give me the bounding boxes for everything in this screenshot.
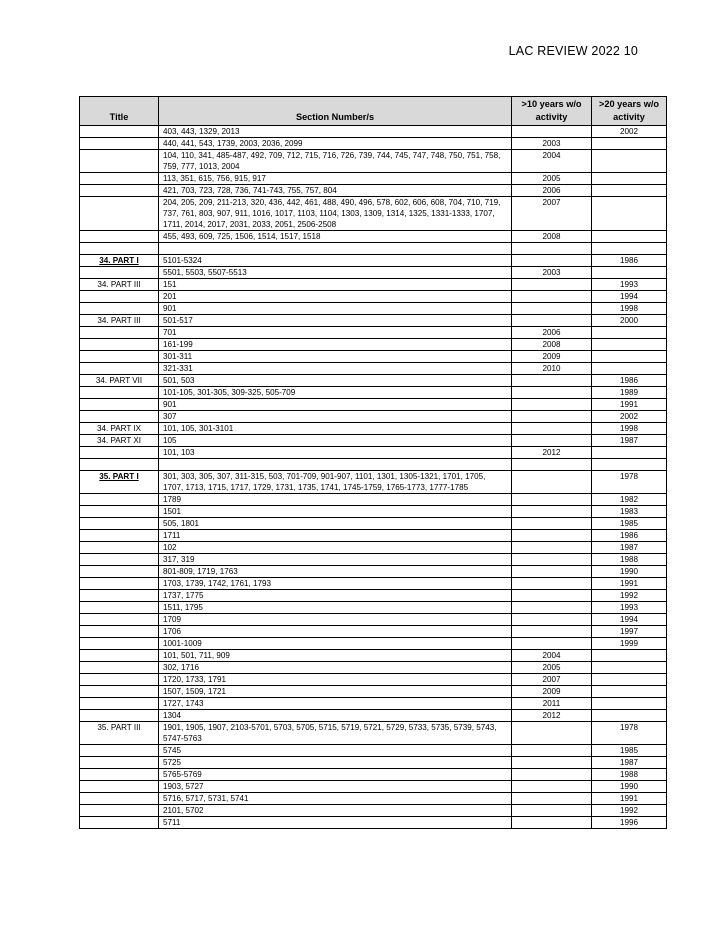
title-cell bbox=[80, 781, 159, 793]
table-row bbox=[80, 554, 667, 566]
title-cell bbox=[80, 805, 159, 817]
ten-year-cell bbox=[512, 303, 592, 315]
title-cell bbox=[80, 150, 159, 173]
title-cell bbox=[80, 387, 159, 399]
title-cell bbox=[80, 363, 159, 375]
ten-year-cell: 2003 bbox=[512, 267, 592, 279]
table-row bbox=[80, 590, 667, 602]
twenty-year-cell: 1991 bbox=[592, 793, 667, 805]
twenty-year-cell bbox=[592, 351, 667, 363]
ten-year-cell: 2003 bbox=[512, 138, 592, 150]
table-row bbox=[80, 506, 667, 518]
sections-cell: 101-105, 301-305, 309-325, 505-709 bbox=[159, 387, 512, 399]
twenty-year-cell: 1990 bbox=[592, 566, 667, 578]
twenty-year-cell: 1994 bbox=[592, 614, 667, 626]
ten-year-cell bbox=[512, 781, 592, 793]
twenty-year-cell: 1988 bbox=[592, 769, 667, 781]
sections-cell: 901 bbox=[159, 399, 512, 411]
sections-cell: 102 bbox=[159, 542, 512, 554]
twenty-year-cell bbox=[592, 339, 667, 351]
sections-cell: 801-809, 1719, 1763 bbox=[159, 566, 512, 578]
twenty-year-cell bbox=[592, 698, 667, 710]
ten-year-cell bbox=[512, 542, 592, 554]
sections-cell: 1511, 1795 bbox=[159, 602, 512, 614]
ten-year-cell bbox=[512, 578, 592, 590]
twenty-year-cell bbox=[592, 267, 667, 279]
title-cell bbox=[80, 255, 159, 267]
title-cell bbox=[80, 399, 159, 411]
ten-year-cell bbox=[512, 745, 592, 757]
title-cell bbox=[80, 542, 159, 554]
sections-cell: 113, 351, 615, 756, 915, 917 bbox=[159, 173, 512, 185]
sections-cell: 101, 501, 711, 909 bbox=[159, 650, 512, 662]
table-row bbox=[80, 399, 667, 411]
table-row bbox=[80, 411, 667, 423]
table-row bbox=[80, 626, 667, 638]
twenty-year-cell bbox=[592, 710, 667, 722]
title-cell bbox=[80, 614, 159, 626]
ten-year-cell bbox=[512, 817, 592, 829]
sections-cell: 501, 503 bbox=[159, 375, 512, 387]
title-cell bbox=[80, 722, 159, 745]
title-cell bbox=[80, 459, 159, 471]
twenty-year-cell bbox=[592, 231, 667, 243]
twenty-year-cell: 1982 bbox=[592, 494, 667, 506]
title-cell bbox=[80, 817, 159, 829]
title-text: 35. PART III bbox=[97, 723, 141, 732]
twenty-year-cell: 1986 bbox=[592, 375, 667, 387]
title-cell bbox=[80, 554, 159, 566]
twenty-year-cell bbox=[592, 150, 667, 173]
sections-cell: 455, 493, 609, 725, 1506, 1514, 1517, 1518 bbox=[159, 231, 512, 243]
ten-year-cell: 2009 bbox=[512, 351, 592, 363]
title-cell bbox=[80, 530, 159, 542]
table-row bbox=[80, 315, 667, 327]
ten-year-cell bbox=[512, 279, 592, 291]
ten-year-cell bbox=[512, 471, 592, 494]
title-text: 34. PART VII bbox=[95, 376, 143, 385]
page-header: LAC REVIEW 2022 10 bbox=[508, 44, 638, 58]
twenty-year-cell: 1992 bbox=[592, 805, 667, 817]
twenty-year-cell: 1983 bbox=[592, 506, 667, 518]
twenty-year-cell bbox=[592, 138, 667, 150]
table-row bbox=[80, 231, 667, 243]
ten-year-cell bbox=[512, 255, 592, 267]
sections-cell: 505, 1801 bbox=[159, 518, 512, 530]
table-row bbox=[80, 674, 667, 686]
sections-cell: 1507, 1509, 1721 bbox=[159, 686, 512, 698]
sections-cell: 2101, 5702 bbox=[159, 805, 512, 817]
ten-year-cell bbox=[512, 638, 592, 650]
ten-year-cell bbox=[512, 602, 592, 614]
table-row bbox=[80, 339, 667, 351]
ten-year-cell bbox=[512, 435, 592, 447]
table-row bbox=[80, 387, 667, 399]
title-cell bbox=[80, 435, 159, 447]
twenty-year-cell: 1986 bbox=[592, 255, 667, 267]
twenty-year-cell: 2002 bbox=[592, 126, 667, 138]
table-row bbox=[80, 375, 667, 387]
table-row bbox=[80, 638, 667, 650]
twenty-year-cell: 1992 bbox=[592, 590, 667, 602]
table-row bbox=[80, 781, 667, 793]
sections-cell: 901 bbox=[159, 303, 512, 315]
sections-cell: 1709 bbox=[159, 614, 512, 626]
title-cell bbox=[80, 327, 159, 339]
sections-cell: 1501 bbox=[159, 506, 512, 518]
twenty-year-cell: 1993 bbox=[592, 602, 667, 614]
ten-year-cell bbox=[512, 518, 592, 530]
title-cell bbox=[80, 757, 159, 769]
twenty-year-cell: 1988 bbox=[592, 554, 667, 566]
twenty-year-cell: 2000 bbox=[592, 315, 667, 327]
title-text: 34. PART IX bbox=[96, 424, 142, 433]
title-cell bbox=[80, 590, 159, 602]
ten-year-cell bbox=[512, 626, 592, 638]
ten-year-cell: 2009 bbox=[512, 686, 592, 698]
review-table bbox=[79, 96, 667, 829]
table-row bbox=[80, 722, 667, 745]
ten-year-cell: 2010 bbox=[512, 363, 592, 375]
ten-year-cell: 2012 bbox=[512, 447, 592, 459]
column-header-sections: Section Number/s bbox=[159, 97, 512, 126]
title-cell bbox=[80, 351, 159, 363]
table-row bbox=[80, 197, 667, 231]
title-cell bbox=[80, 315, 159, 327]
twenty-year-cell: 1986 bbox=[592, 530, 667, 542]
sections-cell: 1727, 1743 bbox=[159, 698, 512, 710]
title-cell bbox=[80, 231, 159, 243]
title-cell bbox=[80, 638, 159, 650]
sections-cell: 1901, 1905, 1907, 2103-5701, 5703, 5705, 5715, 5719, 5721, 5729, 5733, 5735, 5739, 5743, 5747-5763 bbox=[159, 722, 512, 745]
twenty-year-cell bbox=[592, 363, 667, 375]
table-row bbox=[80, 650, 667, 662]
twenty-year-cell: 1993 bbox=[592, 279, 667, 291]
ten-year-cell bbox=[512, 423, 592, 435]
table-row bbox=[80, 602, 667, 614]
sections-cell: 151 bbox=[159, 279, 512, 291]
table-row bbox=[80, 698, 667, 710]
table-row bbox=[80, 327, 667, 339]
title-cell bbox=[80, 339, 159, 351]
table-row bbox=[80, 279, 667, 291]
ten-year-cell bbox=[512, 614, 592, 626]
title-cell bbox=[80, 138, 159, 150]
title-cell bbox=[80, 674, 159, 686]
title-cell bbox=[80, 745, 159, 757]
sections-cell: 1304 bbox=[159, 710, 512, 722]
title-cell bbox=[80, 243, 159, 255]
table-row bbox=[80, 351, 667, 363]
twenty-year-cell bbox=[592, 327, 667, 339]
title-cell bbox=[80, 578, 159, 590]
sections-cell: 5765-5769 bbox=[159, 769, 512, 781]
title-cell bbox=[80, 686, 159, 698]
sections-cell: 101, 105, 301-3101 bbox=[159, 423, 512, 435]
sections-cell: 301-311 bbox=[159, 351, 512, 363]
table-row bbox=[80, 494, 667, 506]
twenty-year-cell: 1987 bbox=[592, 757, 667, 769]
sections-cell: 1720, 1733, 1791 bbox=[159, 674, 512, 686]
twenty-year-cell bbox=[592, 447, 667, 459]
title-cell bbox=[80, 185, 159, 197]
title-cell bbox=[80, 291, 159, 303]
table-row bbox=[80, 542, 667, 554]
twenty-year-cell bbox=[592, 674, 667, 686]
table-row bbox=[80, 817, 667, 829]
ten-year-cell: 2008 bbox=[512, 339, 592, 351]
title-cell bbox=[80, 506, 159, 518]
ten-year-cell bbox=[512, 126, 592, 138]
table-row bbox=[80, 805, 667, 817]
title-cell bbox=[80, 197, 159, 231]
twenty-year-cell: 1987 bbox=[592, 435, 667, 447]
ten-year-cell: 2005 bbox=[512, 173, 592, 185]
table-row bbox=[80, 566, 667, 578]
title-cell bbox=[80, 411, 159, 423]
ten-year-cell bbox=[512, 793, 592, 805]
twenty-year-cell: 1994 bbox=[592, 291, 667, 303]
title-cell bbox=[80, 650, 159, 662]
sections-cell: 5725 bbox=[159, 757, 512, 769]
title-cell bbox=[80, 447, 159, 459]
title-cell bbox=[80, 279, 159, 291]
sections-cell: 5501, 5503, 5507-5513 bbox=[159, 267, 512, 279]
table-row bbox=[80, 518, 667, 530]
title-cell bbox=[80, 518, 159, 530]
sections-cell: 403, 443, 1329, 2013 bbox=[159, 126, 512, 138]
title-text: 34. PART I bbox=[99, 256, 139, 265]
sections-cell: 701 bbox=[159, 327, 512, 339]
ten-year-cell bbox=[512, 566, 592, 578]
sections-cell: 440, 441, 543, 1739, 2003, 2036, 2099 bbox=[159, 138, 512, 150]
title-cell bbox=[80, 769, 159, 781]
sections-cell: 204, 205, 209, 211-213, 320, 436, 442, 461, 488, 490, 496, 578, 602, 606, 608, 704, 710, 719, 737, 761, 803, 907, 911, 1016, 1017, 1103, 1104, 1303, 1309, 1314, 1325, 1331-1333, 1707, 1711, 2014, 2017, 2031, 2033, 2051, 2506-2508 bbox=[159, 197, 512, 231]
sections-cell: 1737, 1775 bbox=[159, 590, 512, 602]
ten-year-cell: 2004 bbox=[512, 650, 592, 662]
title-cell bbox=[80, 471, 159, 494]
twenty-year-cell: 1996 bbox=[592, 817, 667, 829]
sections-cell: 302, 1716 bbox=[159, 662, 512, 674]
sections-cell: 161-199 bbox=[159, 339, 512, 351]
sections-cell: 1711 bbox=[159, 530, 512, 542]
twenty-year-cell: 1998 bbox=[592, 423, 667, 435]
table-row bbox=[80, 769, 667, 781]
table-row bbox=[80, 173, 667, 185]
title-cell bbox=[80, 626, 159, 638]
twenty-year-cell: 2002 bbox=[592, 411, 667, 423]
column-header-title: Title bbox=[80, 97, 159, 126]
title-cell bbox=[80, 494, 159, 506]
table-row bbox=[80, 710, 667, 722]
title-cell bbox=[80, 173, 159, 185]
title-cell bbox=[80, 793, 159, 805]
ten-year-cell: 2007 bbox=[512, 674, 592, 686]
twenty-year-cell: 1985 bbox=[592, 745, 667, 757]
table-spacer-row bbox=[80, 459, 667, 471]
ten-year-cell bbox=[512, 590, 592, 602]
twenty-year-cell bbox=[592, 686, 667, 698]
ten-year-cell: 2012 bbox=[512, 710, 592, 722]
ten-year-cell bbox=[512, 291, 592, 303]
twenty-year-cell bbox=[592, 662, 667, 674]
ten-year-cell: 2004 bbox=[512, 150, 592, 173]
sections-cell: 101, 103 bbox=[159, 447, 512, 459]
table-row bbox=[80, 614, 667, 626]
twenty-year-cell: 1991 bbox=[592, 399, 667, 411]
table-row bbox=[80, 303, 667, 315]
table-row bbox=[80, 138, 667, 150]
twenty-year-cell bbox=[592, 650, 667, 662]
sections-cell: 317, 319 bbox=[159, 554, 512, 566]
title-cell bbox=[80, 126, 159, 138]
table-row bbox=[80, 363, 667, 375]
title-text: 34. PART XI bbox=[96, 436, 142, 445]
ten-year-cell bbox=[512, 459, 592, 471]
column-header-ten-years: >10 years w/o activity bbox=[512, 97, 592, 126]
twenty-year-cell bbox=[592, 197, 667, 231]
ten-year-cell: 2007 bbox=[512, 197, 592, 231]
sections-cell: 1703, 1739, 1742, 1761, 1793 bbox=[159, 578, 512, 590]
ten-year-cell bbox=[512, 375, 592, 387]
sections-cell: 1903, 5727 bbox=[159, 781, 512, 793]
ten-year-cell bbox=[512, 315, 592, 327]
title-cell bbox=[80, 566, 159, 578]
ten-year-cell bbox=[512, 243, 592, 255]
twenty-year-cell: 1985 bbox=[592, 518, 667, 530]
title-cell bbox=[80, 698, 159, 710]
column-header-twenty-years: >20 years w/o activity bbox=[592, 97, 667, 126]
table-row bbox=[80, 686, 667, 698]
table-row bbox=[80, 267, 667, 279]
twenty-year-cell bbox=[592, 173, 667, 185]
twenty-year-cell: 1999 bbox=[592, 638, 667, 650]
title-text: 35. PART I bbox=[99, 472, 139, 481]
sections-cell: 301, 303, 305, 307, 311-315, 503, 701-709, 901-907, 1101, 1301, 1305-1321, 1701, 1705, 1707, 1713, 1715, 1717, 1729, 1731, 1735, 1741, 1745-1759, 1765-1773, 1777-1785 bbox=[159, 471, 512, 494]
ten-year-cell bbox=[512, 757, 592, 769]
twenty-year-cell: 1997 bbox=[592, 626, 667, 638]
twenty-year-cell bbox=[592, 185, 667, 197]
twenty-year-cell: 1989 bbox=[592, 387, 667, 399]
title-text: 34. PART III bbox=[97, 316, 141, 325]
ten-year-cell: 2006 bbox=[512, 185, 592, 197]
twenty-year-cell bbox=[592, 243, 667, 255]
table-body bbox=[80, 126, 667, 829]
ten-year-cell: 2005 bbox=[512, 662, 592, 674]
title-cell bbox=[80, 662, 159, 674]
sections-cell: 307 bbox=[159, 411, 512, 423]
sections-cell: 104, 110, 341, 485-487, 492, 709, 712, 715, 716, 726, 739, 744, 745, 747, 748, 750, 751, 758, 759, 777, 1013, 2004 bbox=[159, 150, 512, 173]
title-cell bbox=[80, 710, 159, 722]
sections-cell: 421, 703, 723, 728, 736, 741-743, 755, 757, 804 bbox=[159, 185, 512, 197]
table-row bbox=[80, 150, 667, 173]
title-cell bbox=[80, 375, 159, 387]
twenty-year-cell: 1978 bbox=[592, 471, 667, 494]
table-row bbox=[80, 185, 667, 197]
table-row bbox=[80, 255, 667, 267]
sections-cell: 5101-5324 bbox=[159, 255, 512, 267]
ten-year-cell bbox=[512, 554, 592, 566]
sections-cell: 201 bbox=[159, 291, 512, 303]
table-row bbox=[80, 530, 667, 542]
title-text: 34. PART III bbox=[97, 280, 141, 289]
ten-year-cell bbox=[512, 769, 592, 781]
ten-year-cell bbox=[512, 530, 592, 542]
table-row bbox=[80, 423, 667, 435]
twenty-year-cell: 1987 bbox=[592, 542, 667, 554]
ten-year-cell bbox=[512, 387, 592, 399]
ten-year-cell bbox=[512, 494, 592, 506]
twenty-year-cell: 1998 bbox=[592, 303, 667, 315]
table-row bbox=[80, 471, 667, 494]
table-header-row bbox=[80, 97, 667, 126]
twenty-year-cell bbox=[592, 459, 667, 471]
table-row bbox=[80, 435, 667, 447]
table-row bbox=[80, 757, 667, 769]
sections-cell: 5716, 5717, 5731, 5741 bbox=[159, 793, 512, 805]
title-cell bbox=[80, 423, 159, 435]
table-row bbox=[80, 793, 667, 805]
sections-cell: 1706 bbox=[159, 626, 512, 638]
sections-cell: 1789 bbox=[159, 494, 512, 506]
ten-year-cell bbox=[512, 411, 592, 423]
title-cell bbox=[80, 267, 159, 279]
table-row bbox=[80, 126, 667, 138]
sections-cell bbox=[159, 459, 512, 471]
table-row bbox=[80, 578, 667, 590]
ten-year-cell bbox=[512, 506, 592, 518]
twenty-year-cell: 1990 bbox=[592, 781, 667, 793]
sections-cell: 5711 bbox=[159, 817, 512, 829]
table-row bbox=[80, 447, 667, 459]
sections-cell bbox=[159, 243, 512, 255]
table-spacer-row bbox=[80, 243, 667, 255]
twenty-year-cell: 1978 bbox=[592, 722, 667, 745]
ten-year-cell: 2006 bbox=[512, 327, 592, 339]
twenty-year-cell: 1991 bbox=[592, 578, 667, 590]
ten-year-cell: 2008 bbox=[512, 231, 592, 243]
sections-cell: 1001-1009 bbox=[159, 638, 512, 650]
sections-cell: 501-517 bbox=[159, 315, 512, 327]
ten-year-cell: 2011 bbox=[512, 698, 592, 710]
ten-year-cell bbox=[512, 805, 592, 817]
ten-year-cell bbox=[512, 722, 592, 745]
title-cell bbox=[80, 602, 159, 614]
title-cell bbox=[80, 303, 159, 315]
sections-cell: 5745 bbox=[159, 745, 512, 757]
table-row bbox=[80, 662, 667, 674]
sections-cell: 105 bbox=[159, 435, 512, 447]
table-row bbox=[80, 745, 667, 757]
ten-year-cell bbox=[512, 399, 592, 411]
table-row bbox=[80, 291, 667, 303]
sections-cell: 321-331 bbox=[159, 363, 512, 375]
